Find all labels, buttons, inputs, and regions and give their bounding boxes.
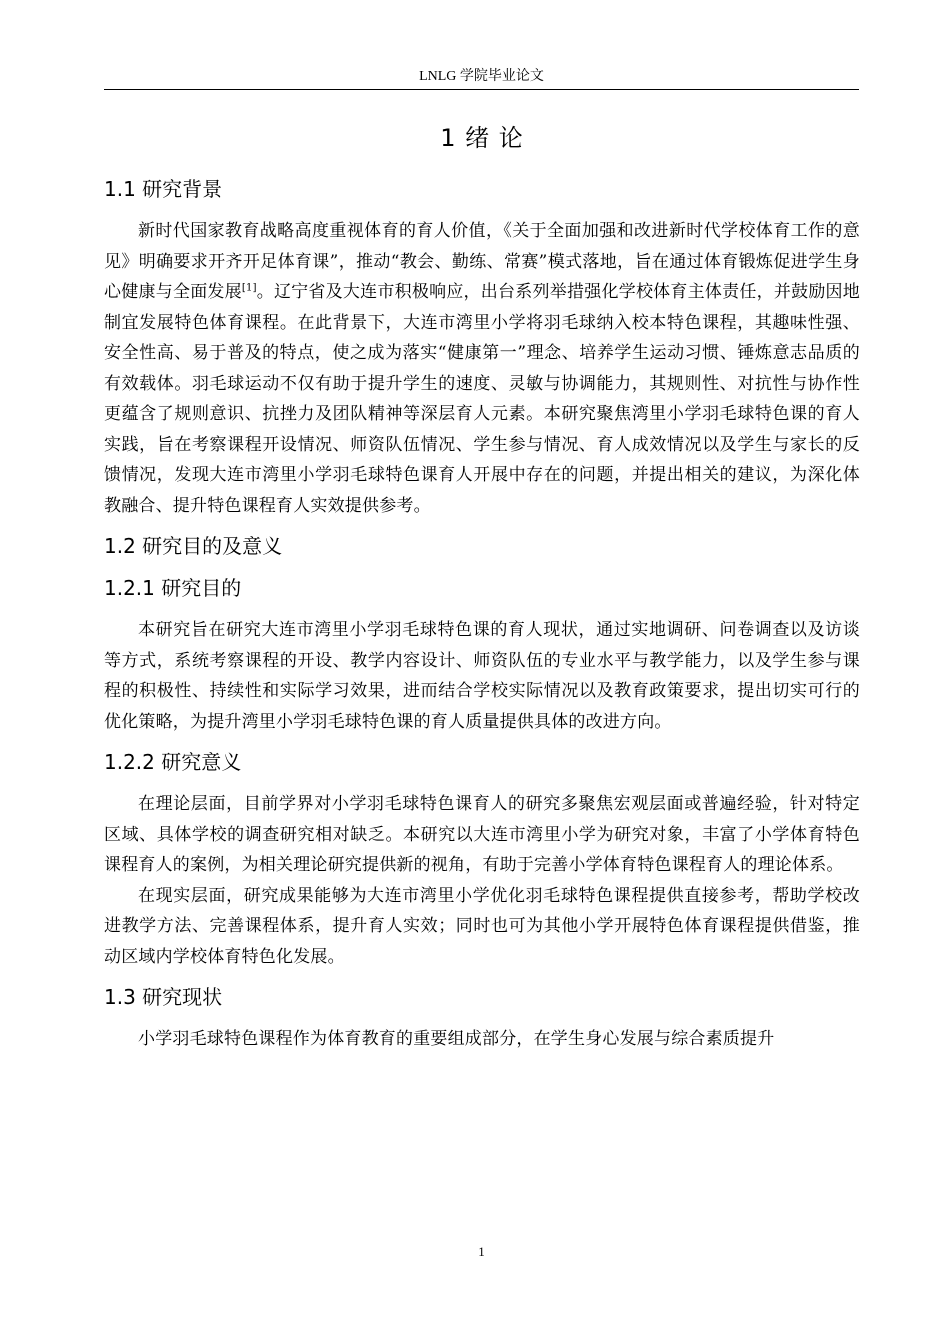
body-content: [104, 118, 860, 1065]
paragraph-background-part-a: 新时代国家教育战略高度重视体育的育人价值，《关于全面加强和改进新时代学校体育工作的意见》明确要求开齐开足体育课”，推动“教会、勤练、常赛”模式落地，旨在通过体育锻炼促进学生身心健康与全面发展: [104, 221, 860, 302]
page-number: 1: [478, 1244, 485, 1259]
paragraph-background-part-b: 。辽宁省及大连市积极响应，出台系列举措强化学校体育主体责任，并鼓励因地制宜发展特色体育课程。在此背景下，大连市湾里小学将羽毛球纳入校本特色课程，其趣味性强、安全性高、易于普及的特点，使之成为落实“健康第一”理念、培养学生运动习惯、锤炼意志品质的有效载体。羽毛球运动不仅有助于提升学生的速度、灵敏与协调能力，其规则性、对抗性与协作性更蕴含了规则意识、抗挫力及团队精神等深层育人元素。本研究聚焦湾里小学羽毛球特色课的育人实践，旨在考察课程开设情况、师资队伍情况、学生参与情况、育人成效情况以及学生与家长的反馈情况，发现大连市湾里小学羽毛球特色课育人开展中存在的问题，并提出相关的建议，为深化体教融合、提升特色课程育人实效提供参考。: [104, 282, 860, 516]
citation-ref-1[interactable]: [1]: [241, 282, 257, 294]
section-heading-1-1: 1.1 研究背景: [104, 177, 223, 201]
paragraph-background: [104, 216, 860, 521]
chapter-title: 1 绪 论: [440, 124, 524, 152]
paragraph-purpose: 本研究旨在研究大连市湾里小学羽毛球特色课的育人现状，通过实地调研、问卷调查以及访谈等方式，系统考察课程的开设、教学内容设计、师资队伍的专业水平与教学能力，以及学生参与课程的积极性、持续性和实际学习效果，进而结合学校实际情况以及教育政策要求，提出切实可行的优化策略，为提升湾里小学羽毛球特色课的育人质量提供具体的改进方向。: [104, 620, 860, 732]
running-header: LNLG 学院毕业论文: [419, 69, 544, 84]
section-heading-1-3: 1.3 研究现状: [104, 985, 223, 1009]
section-heading-1-2: 1.2 研究目的及意义: [104, 534, 283, 558]
paragraph-status: 小学羽毛球特色课程作为体育教育的重要组成部分，在学生身心发展与综合素质提升: [138, 1029, 775, 1049]
section-heading-1-2-1: 1.2.1 研究目的: [104, 576, 242, 600]
section-heading-1-2-2: 1.2.2 研究意义: [104, 750, 242, 774]
header-divider: [104, 89, 859, 90]
paragraph-significance-theory: 在理论层面，目前学界对小学羽毛球特色课育人的研究多聚焦宏观层面或普遍经验，针对特定区域、具体学校的调查研究相对缺乏。本研究以大连市湾里小学为研究对象，丰富了小学体育特色课程育人的案例，为相关理论研究提供新的视角，有助于完善小学体育特色课程育人的理论体系。: [104, 794, 860, 875]
paragraph-significance-practice: 在现实层面，研究成果能够为大连市湾里小学优化羽毛球特色课程提供直接参考，帮助学校改进教学方法、完善课程体系，提升育人实效；同时也可为其他小学开展特色体育课程提供借鉴，推动区域内学校体育特色化发展。: [104, 885, 860, 967]
